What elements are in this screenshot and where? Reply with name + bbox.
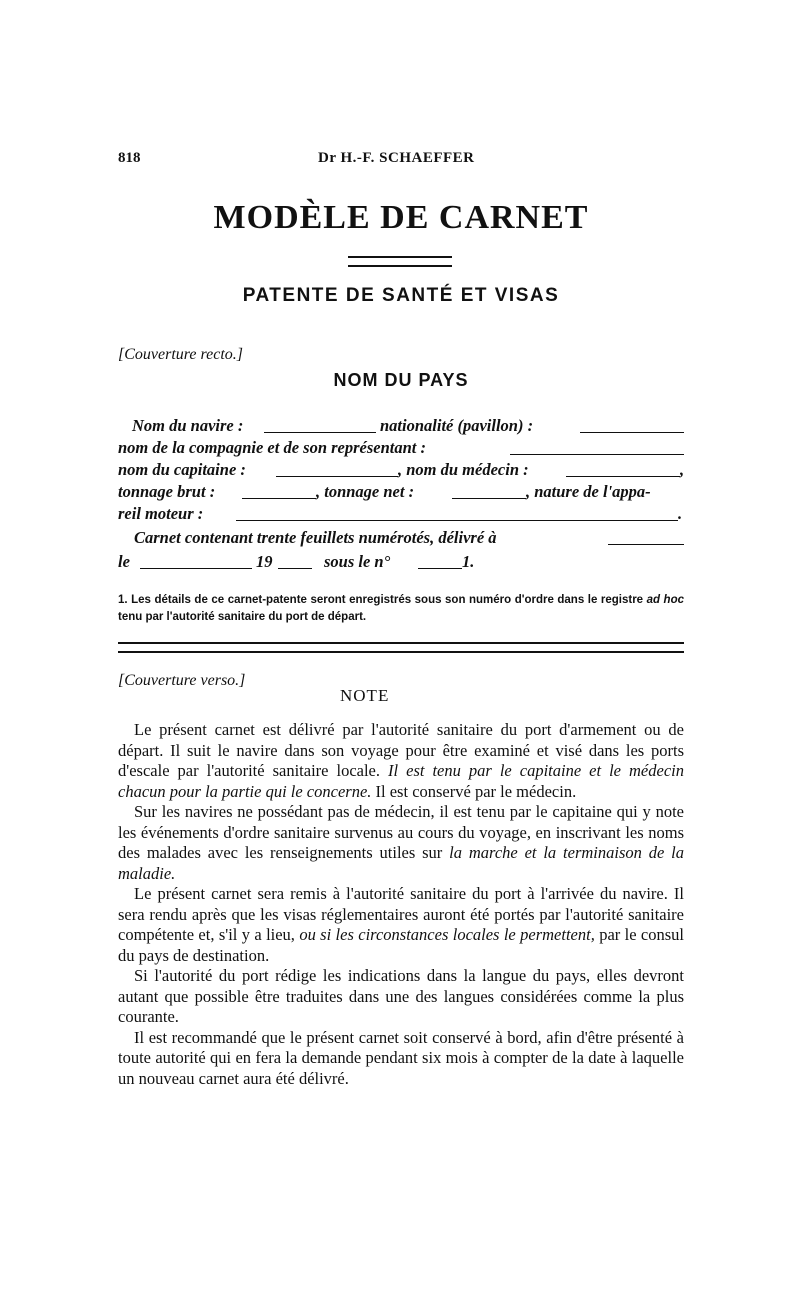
doctor-label: , nom du médecin :: [398, 460, 529, 479]
date-blank: [140, 568, 252, 569]
main-title: MODÈLE DE CARNET: [213, 199, 589, 236]
issued-to-blank: [608, 544, 684, 545]
doctor-comma: ,: [680, 460, 685, 479]
doctor-blank: [566, 476, 680, 477]
captain-blank: [276, 476, 398, 477]
number-blank: [418, 568, 462, 569]
company-blank: [510, 454, 684, 455]
page-number: 818: [118, 150, 141, 166]
paragraph-5: Il est recommandé que le présent carnet soit conservé à bord, afin d'être présenté à toute autorité qui en fera la demande pendant six mois à compter de la date à laquelle un nouveau carnet aura été délivré.: [118, 1027, 684, 1088]
gross-tonnage-blank: [242, 498, 316, 499]
running-author: Dr H.-F. SCHAEFFER: [318, 150, 475, 166]
paragraph-1-italic: Il est tenu par le capitaine et le médecin chacun pour la partie qui le concerne.: [118, 761, 684, 801]
ship-name-label: Nom du navire :: [132, 416, 244, 435]
engine-blank: [236, 520, 678, 521]
issued-to-label: Carnet contenant trente feuillets numérotés, délivré à: [134, 528, 497, 547]
paragraph-2: [118, 802, 684, 884]
captain-label: nom du capitaine :: [118, 460, 246, 479]
country-heading: NOM DU PAYS: [333, 370, 469, 390]
footnote-text-end: tenu par l'autorité sanitaire du port de départ.: [118, 611, 367, 623]
paragraph-1-text: Le présent carnet est délivré par l'autorité sanitaire du port d'armement ou de départ. Il suit le navire dans son voyage pour être examiné et visé dans les ports d'escale par l'autorité sanitaire locale.: [118, 720, 684, 780]
paragraph-4: Si l'autorité du port rédige les indications dans la langue du pays, elles devront autant que possible être traduites dans une des langues considérées comme la plus courante.: [118, 966, 684, 1026]
paragraph-1-end: Il est conservé par le médecin.: [375, 781, 577, 801]
net-tonnage-label: , tonnage net :: [316, 482, 415, 501]
section-rule-top: [118, 642, 684, 644]
gross-tonnage-label: tonnage brut :: [118, 482, 216, 501]
footnote-number: 1.: [118, 594, 128, 606]
engine-label: reil moteur :: [118, 504, 204, 523]
nationality-blank: [580, 432, 684, 433]
form-line-5: [118, 504, 684, 528]
paragraph-3: [118, 884, 684, 966]
footnote-ad-hoc: ad hoc: [646, 594, 684, 606]
recto-label: [Couverture recto.]: [118, 346, 244, 363]
paragraph-2-italic: la marche et la terminaison de la maladie.: [118, 843, 684, 883]
footnote: [118, 592, 684, 626]
note-body: [118, 720, 684, 1089]
ship-name-blank: [264, 432, 376, 433]
year-prefix: 19: [256, 552, 273, 571]
paragraph-3-end: par le consul du pays de destination.: [118, 925, 684, 965]
paragraph-1: [118, 720, 684, 802]
running-head: [118, 150, 684, 172]
nationality-label: nationalité (pavillon) :: [380, 416, 534, 435]
date-label: le: [118, 552, 130, 571]
net-tonnage-blank: [452, 498, 526, 499]
paragraph-3-italic: ou si les circonstances locales le permettent,: [299, 925, 595, 944]
footnote-text: Les détails de ce carnet-patente seront enregistrés sous son numéro d'ordre dans le registre: [131, 594, 644, 606]
form-line-7: [118, 552, 684, 576]
form-line-4: [118, 482, 684, 506]
number-footnote-mark: 1.: [462, 552, 475, 571]
form-line-2: [118, 438, 684, 462]
form-line-3: [118, 460, 684, 484]
note-heading: NOTE: [340, 686, 390, 705]
subtitle: PATENTE DE SANTÉ ET VISAS: [242, 285, 560, 306]
engine-type-label: , nature de l'appa-: [526, 482, 651, 501]
year-blank: [278, 568, 312, 569]
verso-label: [Couverture verso.]: [118, 672, 246, 689]
form-line-1: [118, 416, 684, 440]
engine-period: .: [678, 504, 683, 523]
company-label: nom de la compagnie et de son représentant :: [118, 438, 426, 457]
paragraph-2-text: Sur les navires ne possédant pas de médecin, il est tenu par le capitaine qui y note les événements d'ordre sanitaire survenus au cours du voyage, en inscrivant les noms des malades avec les renseignements utiles sur: [118, 802, 684, 862]
section-rule-bottom: [118, 651, 684, 653]
paragraph-3-text: Le présent carnet sera remis à l'autorité sanitaire du port à l'arrivée du navire. Il sera rendu après que les visas réglementaires auront été portés par l'autorité sanitaire compétente et, s'il y a lieu,: [118, 884, 684, 944]
title-double-rule: [348, 256, 452, 267]
form-line-6: [118, 528, 684, 552]
number-label: sous le n°: [324, 552, 391, 571]
